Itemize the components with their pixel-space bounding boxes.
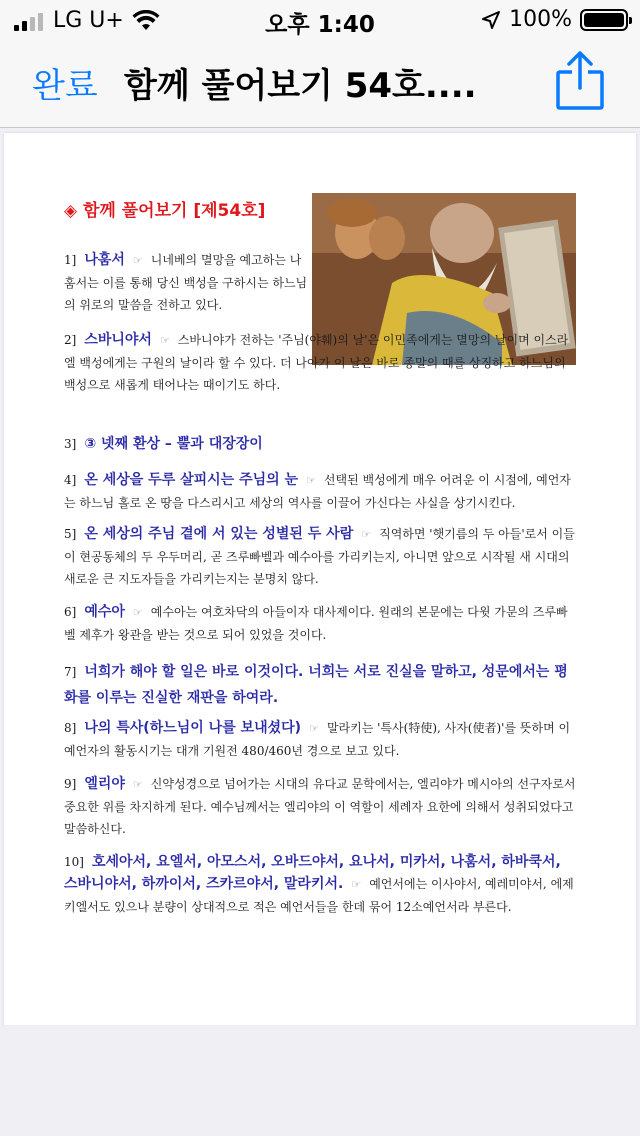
- list-item: [64, 717, 576, 762]
- list-item: [64, 523, 576, 590]
- status-time: 오후 1:40: [265, 12, 375, 38]
- item-text: 신약성경으로 넘어가는 시대의 유다교 문학에서는, 엘리야가 메시아의 선구자로서 중요한 위를 차지하게 된다. 예수님께서는 엘리야의 이 역할이 세례자 요한에 의해서 성취되었다고 말씀하신다.: [64, 777, 576, 836]
- document-title: 함께 풀어보기 54호....: [124, 66, 477, 106]
- item-number: 4]: [64, 473, 77, 487]
- item-heading: 온 세상을 두루 살피시는 주님의 눈: [84, 472, 299, 488]
- list-item: [64, 329, 576, 396]
- battery-icon: [580, 9, 628, 31]
- pointing-hand-icon: ☞: [132, 254, 143, 267]
- item-heading: ③ 넷째 환상 – 뿔과 대장장이: [84, 436, 263, 452]
- pointing-hand-icon: ☞: [309, 722, 319, 735]
- carrier-name: LG U+: [53, 8, 124, 33]
- done-button[interactable]: 완료: [32, 66, 98, 106]
- list-item: [64, 773, 576, 840]
- list-item: [64, 469, 576, 514]
- page-heading: ◈ 함께 풀어보기 [제54호]: [64, 201, 266, 221]
- battery-percent: 100%: [509, 7, 572, 32]
- pointing-hand-icon: ☞: [132, 606, 143, 619]
- item-text: 예언서에는 이사야서, 예레미야서, 에제키엘서도 있으나 분량이 상대적으로 적은 예언서들을 한데 묶어 12소예언서라 부른다.: [64, 877, 574, 914]
- item-heading: 너희가 해야 할 일은 바로 이것이다. 너희는 서로 진실을 말하고, 성문에서는 평화를 이루는 진실한 재판을 하여라.: [64, 664, 568, 706]
- pointing-hand-icon: ☞: [351, 878, 362, 891]
- navigation-bar: [0, 40, 640, 128]
- list-item: [64, 659, 580, 711]
- item-heading: 호세아서, 요엘서, 아모스서, 오바드야서, 요나서, 미카서, 나훔서, 하바쿡서, 스바니야서, 하까이서, 즈카르야서, 말라키서.: [64, 854, 561, 892]
- item-number: 6]: [64, 605, 77, 619]
- pointing-hand-icon: ☞: [132, 778, 143, 791]
- item-number: 10]: [64, 855, 84, 869]
- item-number: 5]: [64, 527, 77, 541]
- item-number: 9]: [64, 777, 77, 791]
- list-item: [64, 601, 576, 646]
- item-text: 선택된 백성에게 매우 어려운 이 시점에, 예언자는 하느님 홀로 온 땅을 다스리시고 세상의 역사를 이끌어 가신다는 사실을 상기시킨다.: [64, 473, 571, 510]
- item-heading: 엘리야: [84, 776, 125, 792]
- item-number: 7]: [64, 665, 77, 679]
- item-text: 니네베의 멸망을 예고하는 나훔서는 이를 통해 당신 백성을 구하시는 하느님의 위로의 말씀을 전하고 있다.: [64, 253, 308, 312]
- status-bar: [0, 0, 640, 40]
- pointing-hand-icon: ☞: [361, 528, 372, 541]
- item-text: 말라키는 '특사(特使), 사자(使者)'를 뜻하며 이 예언자의 활동시기는 대개 기원전 480/460년 경으로 보고 있다.: [64, 721, 571, 758]
- pointing-hand-icon: ☞: [159, 334, 170, 347]
- item-number: 2]: [64, 333, 77, 347]
- item-heading: 예수아: [84, 604, 125, 620]
- list-item: [64, 433, 576, 455]
- item-text: 직역하면 '햇기름의 두 아들'로서 이들이 현공동체의 두 우두머리, 곧 즈루빠벨과 예수아를 가리키는지, 아니면 앞으로 시작될 새 시대의 새로운 큰 지도자들을 가리키는지는 분명치 않다.: [64, 527, 575, 586]
- viewer-background: [0, 1025, 640, 1136]
- pointing-hand-icon: ☞: [306, 474, 316, 487]
- item-text: 스바니야가 전하는 '주님(야훼)의 날'은 이민족에게는 멸망의 날이며 이스라엘 백성에게는 구원의 날이라 할 수 있다. 더 나아가 이 날은 바로 종말의 때를 상징하고 하느님의 백성으로 새롭게 태어나는 때이기도 하다.: [64, 333, 569, 392]
- location-arrow-icon: [481, 10, 501, 30]
- list-item: [64, 851, 576, 918]
- item-heading: 나의 특사(하느님이 나를 보내셨다): [84, 720, 302, 736]
- item-number: 8]: [64, 721, 77, 735]
- item-text: 예수아는 여호차닥의 아들이자 대사제이다. 원래의 본문에는 다윗 가문의 즈루빠벨 제후가 왕관을 받는 것으로 되어 있었을 것이다.: [64, 605, 568, 642]
- list-item: [64, 249, 308, 316]
- pdf-page[interactable]: [4, 133, 636, 1025]
- item-heading: 나훔서: [84, 252, 125, 268]
- item-number: 1]: [64, 253, 77, 267]
- share-icon[interactable]: [554, 48, 606, 112]
- item-heading: 온 세상의 주님 곁에 서 있는 성별된 두 사람: [84, 526, 354, 542]
- item-heading: 스바니야서: [84, 332, 152, 348]
- item-number: 3]: [64, 437, 77, 451]
